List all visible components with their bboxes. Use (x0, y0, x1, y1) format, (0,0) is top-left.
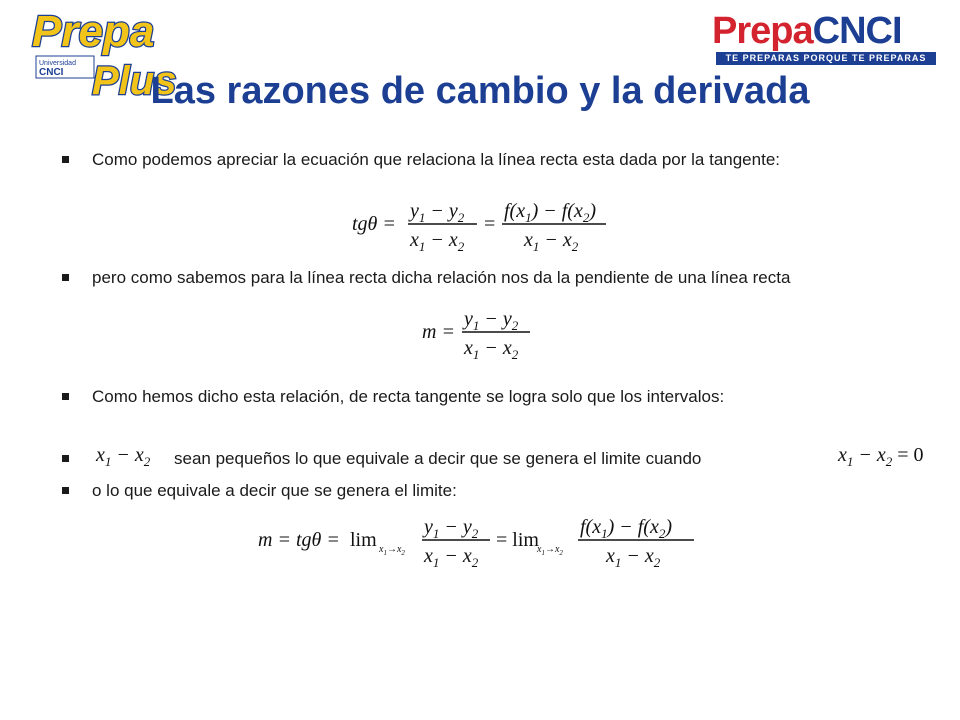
bullet-square-icon (62, 156, 69, 163)
formula-slope (422, 304, 542, 366)
bullet-text: Como hemos dicho esta relación, de recta tangente se logra solo que los intervalos: (92, 387, 725, 406)
svg-text:x1 − x2: $x_1 - x_2$ (524, 229, 579, 254)
bullet-square-icon (62, 455, 69, 462)
svg-text:f(x1) − f(x2): $f(x_1) - f(x_2)$ (580, 516, 673, 541)
bullet-limit (62, 481, 904, 503)
svg-text:m = tgθ =: m = tgθ = (258, 529, 340, 551)
prepa-cnci-logo (712, 8, 938, 66)
svg-text:x1 − x2: $x_1 - x_2$ (606, 545, 661, 570)
bullet-intervals (62, 387, 904, 409)
bullet-square-icon (62, 274, 69, 281)
svg-text:Universidad: Universidad (39, 60, 76, 67)
bullet-square-icon (62, 393, 69, 400)
svg-text:=: = (484, 213, 496, 235)
svg-text:CNCI: CNCI (39, 67, 64, 78)
svg-text:y1 − y2: $y_1 - y_2$ (464, 308, 519, 333)
svg-text:x1→x2: $x_1\to x_2$ (379, 544, 405, 557)
formula-interval (96, 443, 166, 473)
svg-text:x1 − x2 = 0: $x_1 - x_2 = 0$ (838, 444, 924, 469)
svg-text:tgθ =: tgθ = (352, 213, 396, 235)
svg-text:x1→x2: $x_1\to x_2$ (537, 544, 563, 557)
bullet-square-icon (62, 487, 69, 494)
slide-title: Las razones de cambio y la derivada (150, 70, 810, 112)
bullet-small-intervals (62, 444, 942, 471)
bullet-text: Como podemos apreciar la ecuación que relaciona la línea recta esta dada por la tangente: (92, 150, 780, 169)
svg-text:x1 − x2: $x_1 - x_2$ (424, 545, 479, 570)
bullet-text: pero como sabemos para la línea recta dicha relación nos da la pendiente de una línea recta (92, 268, 791, 287)
svg-text:x1 − x2: $x_1 - x_2$ (96, 444, 151, 469)
formula-limit (258, 510, 698, 574)
bullet-text: sean pequeños lo que equivale a decir que se genera el limite cuando (174, 449, 702, 468)
prepa-cnci-tagline: TE PREPARAS PORQUE TE PREPARAS (716, 52, 936, 65)
svg-text:y1 − y2: $y_1 - y_2$ (410, 200, 465, 225)
prepa-cnci-wordmark: PrepaCNCI (712, 10, 902, 52)
svg-text:= lim: = lim (496, 529, 539, 551)
svg-text:lim: lim (350, 529, 377, 551)
svg-text:f(x1) − f(x2): $f(x_1) - f(x_2)$ (504, 200, 597, 225)
formula-interval-zero (838, 443, 946, 473)
bullet-text: o lo que equivale a decir que se genera el limite: (92, 481, 457, 500)
svg-text:x1 − x2: $x_1 - x_2$ (410, 229, 465, 254)
svg-text:m =: m = (422, 321, 455, 343)
svg-text:y1 − y2: $y_1 - y_2$ (424, 516, 479, 541)
svg-text:Plus: Plus (92, 59, 177, 103)
svg-text:x1 − x2: $x_1 - x_2$ (464, 337, 519, 362)
svg-text:Prepa: Prepa (32, 7, 155, 56)
bullet-tangent (62, 150, 904, 192)
formula-tangent (352, 194, 612, 256)
